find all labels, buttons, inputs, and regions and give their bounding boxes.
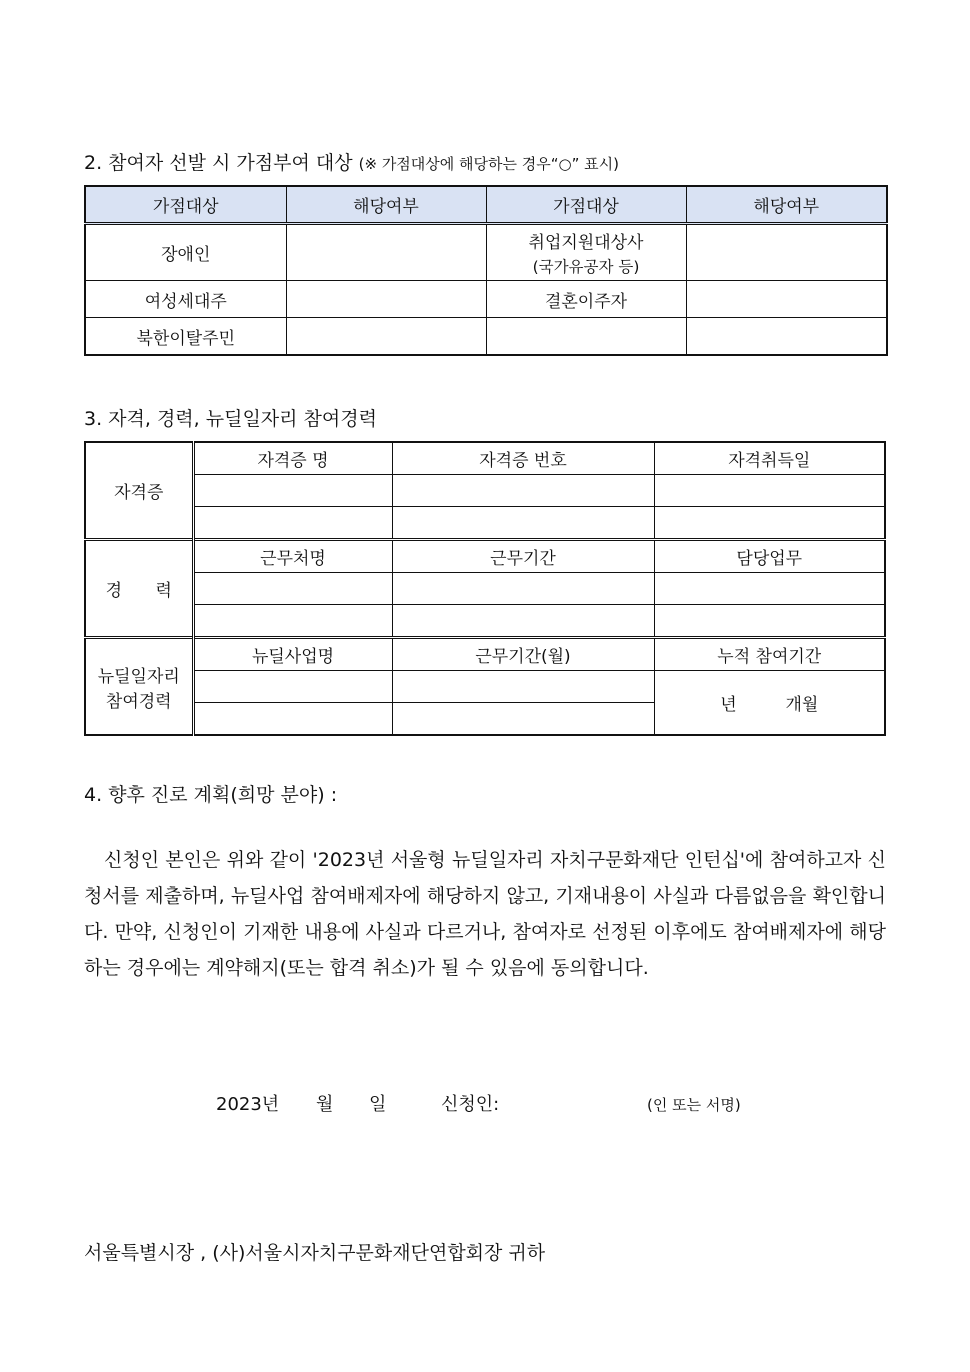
column-header: 담당업무 [654, 540, 885, 573]
applicable-checkbox-cell[interactable] [686, 318, 887, 356]
newdeal-months-field[interactable] [392, 703, 654, 736]
newdeal-project-field[interactable] [193, 703, 392, 736]
newdeal-label-line2: 참여경력 [105, 691, 172, 712]
bonus-target-cell: 결혼이주자 [486, 281, 686, 318]
column-header: 가점대상 [486, 186, 686, 224]
applicable-checkbox-cell[interactable] [686, 224, 887, 281]
bonus-target-cell: 장애인 [85, 224, 286, 281]
column-header: 자격증 번호 [392, 442, 654, 475]
newdeal-months-field[interactable] [392, 671, 654, 703]
work-period-field[interactable] [392, 573, 654, 605]
bonus-points-table [84, 185, 888, 356]
seal-note: (인 또는 서명) [647, 1096, 741, 1114]
career-row-label [85, 540, 193, 638]
bonus-target-label: 취업지원대상사 [528, 233, 644, 253]
bonus-target-cell [486, 318, 686, 356]
workplace-field[interactable] [193, 605, 392, 638]
section2-title: 2. 참여자 선발 시 가점부여 대상 [84, 152, 353, 174]
duty-field[interactable] [654, 605, 885, 638]
period-year-label: 년 [720, 695, 737, 715]
license-number-field[interactable] [392, 475, 654, 507]
column-header: 자격취득일 [654, 442, 885, 475]
column-header: 자격증 명 [193, 442, 392, 475]
column-header: 누적 참여기간 [654, 638, 885, 671]
section2-heading [84, 148, 619, 175]
newdeal-project-field[interactable] [193, 671, 392, 703]
column-header: 근무기간(월) [392, 638, 654, 671]
declaration-paragraph [84, 842, 886, 986]
newdeal-label-line1: 뉴딜일자리 [97, 666, 180, 687]
addressee: 서울특별시장 , (사)서울시자치구문화재단연합회장 귀하 [84, 1242, 546, 1264]
license-name-field[interactable] [193, 475, 392, 507]
bonus-target-cell: 북한이탈주민 [85, 318, 286, 356]
section3-title: 3. 자격, 경력, 뉴딜일자리 참여경력 [84, 408, 377, 430]
workplace-field[interactable] [193, 573, 392, 605]
qualifications-table [84, 441, 886, 736]
license-date-field[interactable] [654, 507, 885, 540]
applicant-name-field[interactable] [520, 1086, 640, 1114]
section4-title: 4. 향후 진로 계획(희망 분야) : [84, 784, 338, 806]
applicable-checkbox-cell[interactable] [286, 224, 486, 281]
bonus-target-cell [486, 224, 686, 281]
declaration-text: 신청인 본인은 위와 같이 '2023년 서울형 뉴딜일자리 자치구문화재단 인턴십'에 참여하고자 신청서를 제출하며, 뉴딜사업 참여배제자에 해당하지 않고, 기재내용이 사실과 다름없음을 확인합니다. 만약, 신청인이 기재한 내용에 사실과 다르거나, 참여자로 선정된 이후에도 참여배제자에 해당하는 경우에는 계약해지(또는 합격 취소)가 될 수 있음에 동의합니다. [84, 849, 886, 979]
column-header: 가점대상 [85, 186, 286, 224]
bonus-target-sublabel: (국가유공자 등) [532, 258, 640, 276]
section2-note: (※ 가점대상에 해당하는 경우“○” 표시) [358, 155, 619, 173]
cumulative-period-field[interactable] [654, 671, 885, 736]
period-month-label: 개월 [785, 695, 819, 715]
column-header: 해당여부 [286, 186, 486, 224]
career-label: 경 력 [105, 581, 186, 601]
license-date-field[interactable] [654, 475, 885, 507]
sign-applicant-label: 신청인: [441, 1094, 500, 1115]
sign-year: 2023년 [216, 1094, 280, 1115]
duty-field[interactable] [654, 573, 885, 605]
sign-month: 월 [316, 1094, 334, 1115]
applicable-checkbox-cell[interactable] [286, 281, 486, 318]
column-header: 해당여부 [686, 186, 887, 224]
applicable-checkbox-cell[interactable] [686, 281, 887, 318]
column-header: 근무기간 [392, 540, 654, 573]
newdeal-row-label [85, 638, 193, 736]
sign-day: 일 [369, 1094, 387, 1115]
bonus-target-cell: 여성세대주 [85, 281, 286, 318]
license-row-label: 자격증 [85, 442, 193, 540]
license-number-field[interactable] [392, 507, 654, 540]
column-header: 근무처명 [193, 540, 392, 573]
applicable-checkbox-cell[interactable] [286, 318, 486, 356]
license-name-field[interactable] [193, 507, 392, 540]
work-period-field[interactable] [392, 605, 654, 638]
column-header: 뉴딜사업명 [193, 638, 392, 671]
